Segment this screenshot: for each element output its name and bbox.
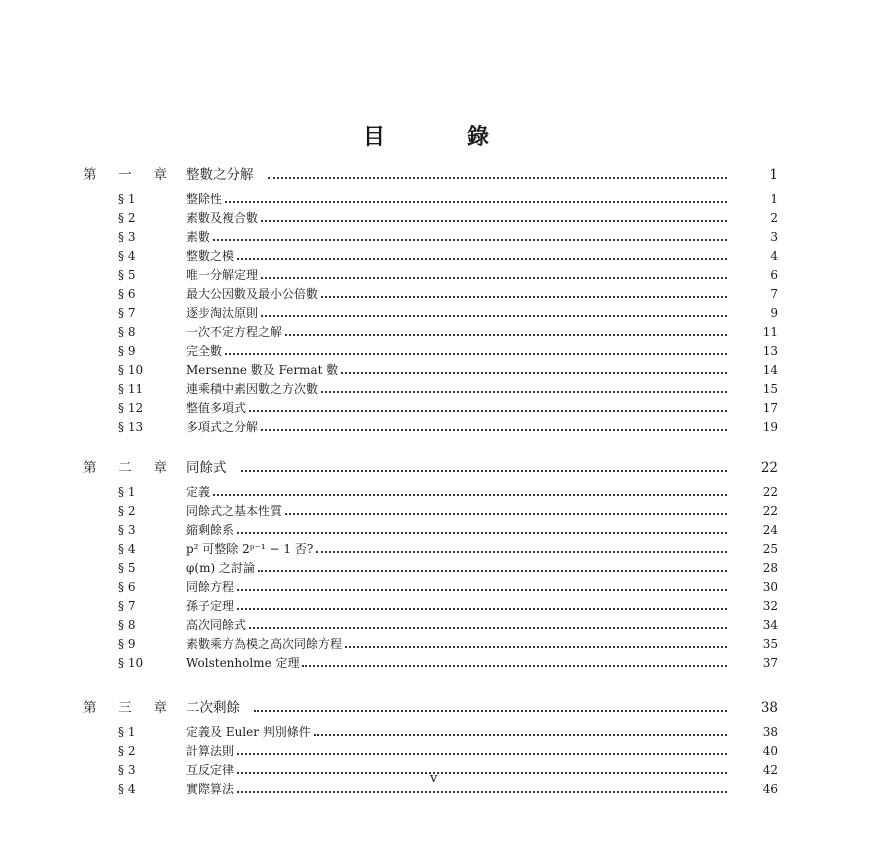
chapter-page-number: 38 — [760, 700, 778, 716]
section-entry — [0, 723, 870, 742]
section-page-number: 3 — [770, 230, 778, 244]
chapter-label — [83, 459, 167, 478]
section-label: § 3 — [118, 230, 136, 244]
chapter-label-char: 三 — [118, 700, 132, 716]
section-title-line — [186, 361, 727, 380]
section-entry — [0, 654, 870, 673]
section-entry — [0, 304, 870, 323]
leader-dots — [237, 532, 727, 534]
section-title: 連乘積中素因數之方次數 — [186, 380, 321, 399]
chapter-title: 整數之分解 — [186, 166, 268, 185]
leader-dots — [225, 201, 727, 203]
section-title-line — [186, 266, 727, 285]
chapter-label-char: 章 — [153, 700, 167, 716]
section-title: 實際算法 — [186, 780, 237, 799]
section-label: § 2 — [118, 504, 136, 518]
leader-dots — [237, 791, 727, 793]
leader-dots — [321, 296, 727, 298]
section-page-number: 30 — [762, 580, 778, 594]
section-title: 整數之模 — [186, 247, 237, 266]
leader-dots — [302, 665, 727, 667]
page-title — [0, 120, 870, 150]
leader-dots — [258, 570, 727, 572]
section-title: 素數乘方為模之高次同餘方程 — [186, 635, 345, 654]
section-title-line — [186, 597, 727, 616]
section-title-line — [186, 559, 727, 578]
section-label: § 1 — [118, 192, 136, 206]
leader-dots — [237, 589, 727, 591]
section-label: § 3 — [118, 763, 136, 777]
section-label: § 7 — [118, 599, 136, 613]
section-title: 互反定律 — [186, 761, 237, 780]
section-label: § 12 — [118, 401, 144, 415]
leader-dots — [241, 470, 728, 472]
section-entry — [0, 266, 870, 285]
section-page-number: 11 — [762, 325, 778, 339]
section-entry — [0, 209, 870, 228]
section-page-number: 28 — [762, 561, 778, 575]
section-page-number: 9 — [770, 306, 778, 320]
chapter-entry — [0, 459, 870, 479]
section-page-number: 38 — [762, 725, 778, 739]
section-page-number: 14 — [762, 363, 778, 377]
chapter-label-char: 第 — [83, 167, 97, 183]
leader-dots — [237, 258, 727, 260]
section-title-line — [186, 742, 727, 761]
section-page-number: 25 — [762, 542, 778, 556]
section-title-line — [186, 502, 727, 521]
section-page-number: 32 — [762, 599, 778, 613]
section-title: 逐步淘汰原則 — [186, 304, 261, 323]
section-title-line — [186, 247, 727, 266]
section-page-number: 22 — [762, 485, 778, 499]
section-entry — [0, 342, 870, 361]
section-label: § 6 — [118, 580, 136, 594]
leader-dots — [268, 177, 728, 179]
section-label: § 2 — [118, 744, 136, 758]
section-title-line — [186, 521, 727, 540]
section-title-line — [186, 418, 727, 437]
section-title-line — [186, 209, 727, 228]
chapter-label — [83, 166, 167, 185]
section-label: § 4 — [118, 249, 136, 263]
section-title-line — [186, 190, 727, 209]
section-label: § 5 — [118, 268, 136, 282]
leader-dots — [254, 710, 727, 712]
section-label: § 13 — [118, 420, 144, 434]
section-entry — [0, 285, 870, 304]
section-page-number: 34 — [762, 618, 778, 632]
section-title: 多項式之分解 — [186, 418, 261, 437]
chapter-title-line — [186, 699, 727, 718]
section-title: Mersenne 數及 Fermat 數 — [186, 361, 341, 380]
section-entry — [0, 521, 870, 540]
leader-dots — [249, 410, 727, 412]
chapter-label — [83, 699, 167, 718]
section-label: § 8 — [118, 325, 136, 339]
chapter-title-line — [186, 166, 727, 185]
chapter-title: 同餘式 — [186, 459, 241, 478]
leader-dots — [213, 239, 727, 241]
section-label: § 3 — [118, 523, 136, 537]
section-title: φ(m) 之討論 — [186, 559, 258, 578]
section-entry — [0, 559, 870, 578]
section-page-number: 17 — [762, 401, 778, 415]
section-title: 整除性 — [186, 190, 225, 209]
section-entry — [0, 323, 870, 342]
section-entry — [0, 635, 870, 654]
section-entry — [0, 578, 870, 597]
leader-dots — [321, 391, 727, 393]
chapter-entry — [0, 166, 870, 186]
section-page-number: 35 — [762, 637, 778, 651]
section-page-number: 46 — [762, 782, 778, 796]
section-page-number: 1 — [770, 192, 778, 206]
section-label: § 11 — [118, 382, 144, 396]
section-title-line — [186, 540, 727, 559]
section-title-line — [186, 228, 727, 247]
section-label: § 10 — [118, 656, 144, 670]
section-entry — [0, 483, 870, 502]
leader-dots — [285, 513, 727, 515]
section-title: 高次同餘式 — [186, 616, 249, 635]
leader-dots — [237, 772, 727, 774]
section-title-line — [186, 616, 727, 635]
section-title: p² 可整除 2ᵖ⁻¹ − 1 否? — [186, 540, 316, 559]
leader-dots — [345, 646, 727, 648]
section-page-number: 15 — [762, 382, 778, 396]
section-label: § 7 — [118, 306, 136, 320]
title-char-1: 目 — [363, 125, 386, 150]
chapter-label-char: 第 — [83, 460, 97, 476]
leader-dots — [261, 429, 727, 431]
section-label: § 9 — [118, 344, 136, 358]
section-entry — [0, 502, 870, 521]
section-page-number: 42 — [762, 763, 778, 777]
chapter-entry — [0, 699, 870, 719]
section-label: § 10 — [118, 363, 144, 377]
section-title: 素數 — [186, 228, 213, 247]
leader-dots — [261, 315, 727, 317]
section-title-line — [186, 578, 727, 597]
section-page-number: 6 — [770, 268, 778, 282]
chapter-label-char: 章 — [153, 460, 167, 476]
title-char-2: 錄 — [467, 125, 490, 150]
section-entry — [0, 380, 870, 399]
section-title: 同餘方程 — [186, 578, 237, 597]
chapter-label-char: 章 — [153, 167, 167, 183]
leader-dots — [237, 753, 727, 755]
chapter-page-number: 22 — [760, 460, 778, 476]
section-label: § 4 — [118, 542, 136, 556]
leader-dots — [237, 608, 727, 610]
section-page-number: 7 — [770, 287, 778, 301]
section-title: 定義 — [186, 483, 213, 502]
chapter-label-char: 二 — [118, 460, 132, 476]
section-label: § 2 — [118, 211, 136, 225]
section-title: 同餘式之基本性質 — [186, 502, 285, 521]
section-title-line — [186, 654, 727, 673]
section-title-line — [186, 780, 727, 799]
section-label: § 1 — [118, 485, 136, 499]
section-page-number: 37 — [762, 656, 778, 670]
section-title: 最大公因數及最小公倍數 — [186, 285, 321, 304]
section-title-line — [186, 483, 727, 502]
section-title-line — [186, 342, 727, 361]
chapter-title: 二次剩餘 — [186, 699, 254, 718]
leader-dots — [249, 627, 727, 629]
section-title-line — [186, 399, 727, 418]
section-entry — [0, 190, 870, 209]
leader-dots — [316, 551, 727, 553]
section-page-number: 22 — [762, 504, 778, 518]
leader-dots — [341, 372, 727, 374]
section-label: § 6 — [118, 287, 136, 301]
section-entry — [0, 361, 870, 380]
section-entry — [0, 418, 870, 437]
section-entry — [0, 228, 870, 247]
section-title-line — [186, 285, 727, 304]
section-label: § 4 — [118, 782, 136, 796]
section-label: § 8 — [118, 618, 136, 632]
section-title-line — [186, 761, 727, 780]
section-title: 唯一分解定理 — [186, 266, 261, 285]
section-title-line — [186, 635, 727, 654]
section-title: 定義及 Euler 判別條件 — [186, 723, 314, 742]
section-page-number: 24 — [762, 523, 778, 537]
chapter-page-number: 1 — [769, 167, 778, 183]
section-label: § 1 — [118, 725, 136, 739]
section-entry — [0, 399, 870, 418]
section-title-line — [186, 304, 727, 323]
section-title: 完全數 — [186, 342, 225, 361]
section-page-number: 19 — [762, 420, 778, 434]
leader-dots — [261, 277, 727, 279]
section-page-number: 4 — [770, 249, 778, 263]
section-title: 孫子定理 — [186, 597, 237, 616]
section-page-number: 2 — [770, 211, 778, 225]
section-title-line — [186, 380, 727, 399]
section-entry — [0, 742, 870, 761]
section-entry — [0, 540, 870, 559]
section-title: 計算法則 — [186, 742, 237, 761]
section-title: 素數及複合數 — [186, 209, 261, 228]
section-entry — [0, 597, 870, 616]
chapter-label-char: 一 — [118, 167, 132, 183]
section-label: § 9 — [118, 637, 136, 651]
section-title: 整值多項式 — [186, 399, 249, 418]
leader-dots — [225, 353, 727, 355]
section-title: 一次不定方程之解 — [186, 323, 285, 342]
section-label: § 5 — [118, 561, 136, 575]
section-title: Wolstenholme 定理 — [186, 654, 302, 673]
footer-page-number: v — [430, 771, 438, 786]
section-entry — [0, 616, 870, 635]
section-title: 縮剩餘系 — [186, 521, 237, 540]
leader-dots — [285, 334, 727, 336]
section-page-number: 40 — [762, 744, 778, 758]
leader-dots — [213, 494, 727, 496]
chapter-label-char: 第 — [83, 700, 97, 716]
table-of-contents — [0, 166, 870, 799]
leader-dots — [314, 734, 727, 736]
chapter-title-line — [186, 459, 727, 478]
section-entry — [0, 247, 870, 266]
section-title-line — [186, 323, 727, 342]
section-page-number: 13 — [762, 344, 778, 358]
leader-dots — [261, 220, 727, 222]
section-title-line — [186, 723, 727, 742]
